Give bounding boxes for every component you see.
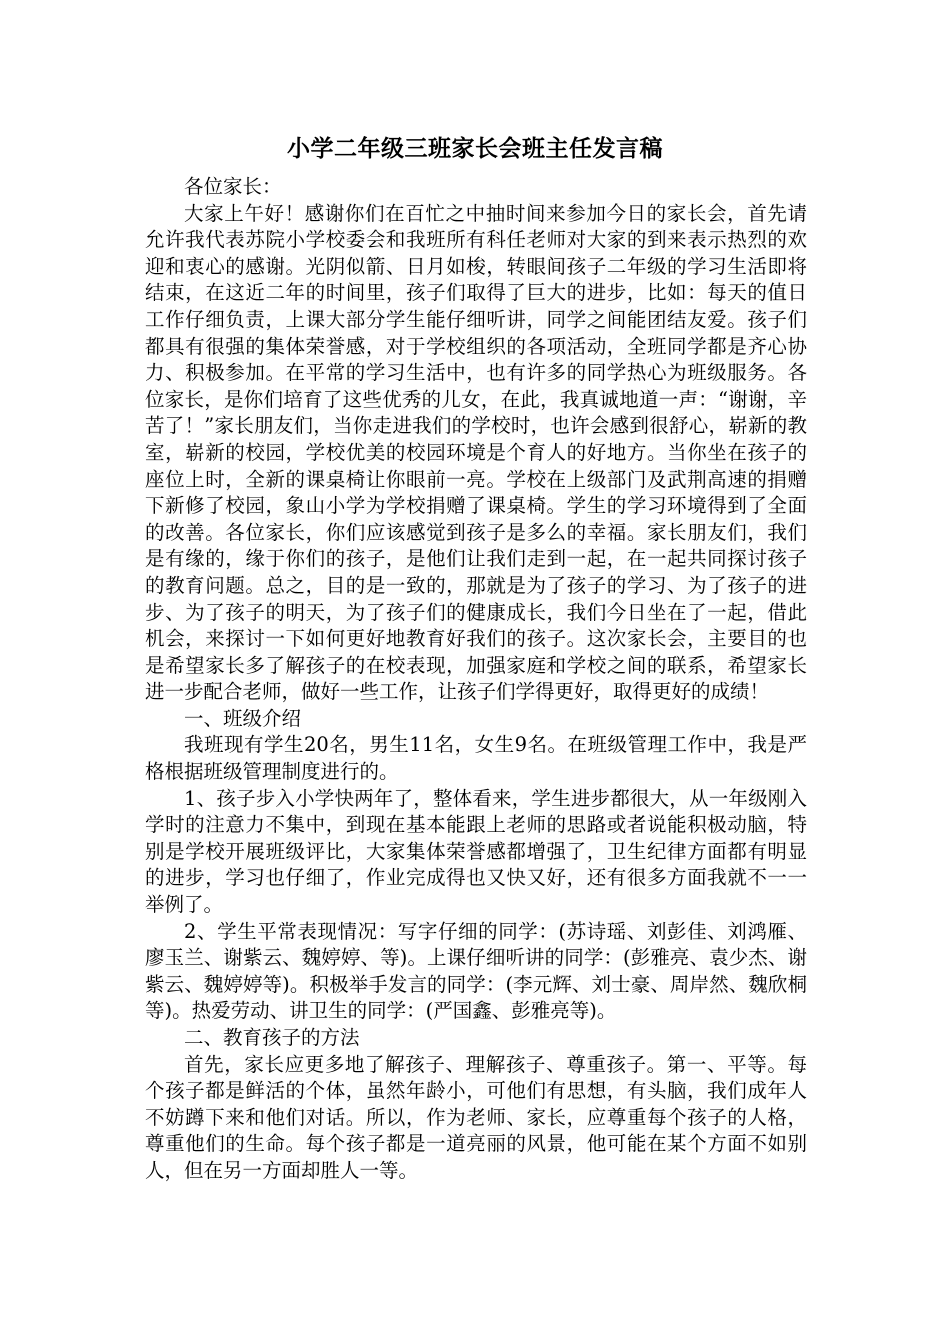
section-heading-class-intro: 一、班级介绍 — [184, 706, 302, 730]
class-progress-paragraph: 1、孩子步入小学快两年了，整体看来，学生进步都很大，从一年级刚入学时的注意力不集中，到现在基本能跟上老师的思路或者说能积极动脑，特别是学校开展班级评比，大家集体荣誉感都增强了，卫生纪律方面都有明显的进步，学习也仔细了，作业完成得也又快又好，还有很多方面我就不一一举例了。 — [145, 786, 807, 917]
document-title: 小学二年级三班家长会班主任发言稿 — [287, 135, 663, 162]
opening-paragraph: 大家上午好！感谢你们在百忙之中抽时间来参加今日的家长会，首先请允许我代表苏院小学校委会和我班所有科任老师对大家的到来表示热烈的欢迎和衷心的感谢。光阴似箭、日月如梭，转眼间孩子二年级的学习生活即将结束，在这近二年的时间里，孩子们取得了巨大的进步，比如：每天的值日工作仔细负责，上课大部分学生能仔细听讲，同学之间能团结友爱。孩子们都具有很强的集体荣誉感，对于学校组织的各项活动，全班同学都是齐心协力、积极参加。在平常的学习生活中，也有许多的同学热心为班级服务。各位家长，是你们培育了这些优秀的儿女，在此，我真诚地道一声：“谢谢，辛苦了！”家长朋友们，当你走进我们的学校时，也许会感到很舒心，崭新的教室，崭新的校园，学校优美的校园环境是个育人的好地方。当你坐在孩子的座位上时，全新的课桌椅让你眼前一亮。学校在上级部门及武荆高速的捐赠下新修了校园，象山小学为学校捐赠了课桌椅。学生的学习环境得到了全面的改善。各位家长，你们应该感觉到孩子是多么的幸福。家长朋友们，我们是有缘的，缘于你们的孩子，是他们让我们走到一起，在一起共同探讨孩子的教育问题。总之，目的是一致的，那就是为了孩子的学习、为了孩子的进步、为了孩子的明天，为了孩子们的健康成长，我们今日坐在了一起，借此机会，来探讨一下如何更好地教育好我们的孩子。这次家长会，主要目的也是希望家长多了解孩子的在校表现，加强家庭和学校之间的联系，希望家长进一步配合老师，做好一些工作，让孩子们学得更好，取得更好的成绩！ — [145, 201, 807, 704]
document-body — [145, 174, 807, 1185]
salutation: 各位家长： — [184, 175, 282, 198]
student-performance-paragraph: 2、学生平常表现情况：写字仔细的同学：(苏诗瑶、刘彭佳、刘鸿雁、廖玉兰、谢紫云、魏婷婷、等)。上课仔细听讲的同学：(彭雅亮、袁少杰、谢紫云、魏婷婷等)。积极举手发言的同学：(李元辉、刘士豪、周岸然、魏欣桐等)。热爱劳动、讲卫生的同学：(严国鑫、彭雅亮等)。 — [145, 919, 807, 1023]
section-heading-education-methods: 二、教育孩子的方法 — [184, 1026, 360, 1049]
education-methods-paragraph: 首先，家长应更多地了解孩子、理解孩子、尊重孩子。第一、平等。每个孩子都是鲜活的个体，虽然年龄小，可他们有思想，有头脑，我们成年人不妨蹲下来和他们对话。所以，作为老师、家长，应尊重每个孩子的人格，尊重他们的生命。每个孩子都是一道亮丽的风景，他可能在某个方面不如别人，但在另一方面却胜人一等。 — [145, 1052, 807, 1182]
class-intro-paragraph: 我班现有学生20名，男生11名，女生9名。在班级管理工作中，我是严格根据班级管理制度进行的。 — [145, 733, 807, 784]
